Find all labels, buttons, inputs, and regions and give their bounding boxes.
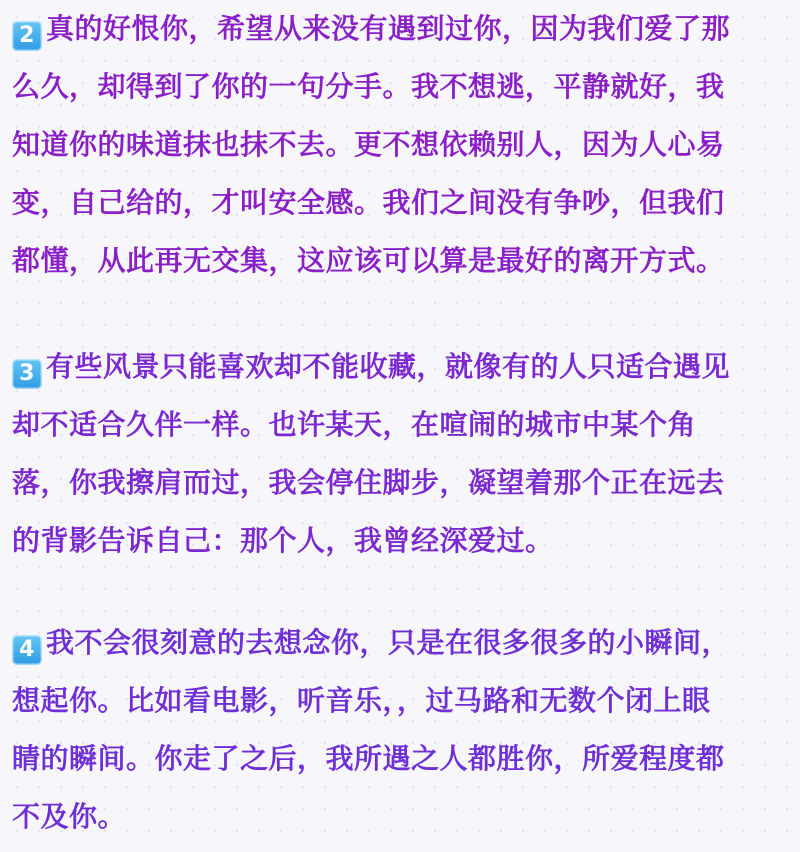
line-text: 么久，却得到了你的一句分手。我不想逃，平静就好，我: [12, 70, 725, 103]
line-text: 都懂，从此再无交集，这应该可以算是最好的离开方式。: [12, 244, 725, 277]
line-text: 我不会很刻意的去想念你，只是在很多很多的小瞬间，: [46, 626, 731, 659]
line-text: 想起你。比如看电影，听音乐，，过马路和无数个闭上眼: [12, 684, 711, 717]
line-text: 睛的瞬间。你走了之后，我所遇之人都胜你，所爱程度都: [12, 742, 725, 775]
paragraph-line: [12, 614, 792, 672]
paragraph-line: [12, 0, 792, 58]
line-text: 却不适合久伴一样。也许某天，在喧闹的城市中某个角: [12, 408, 697, 441]
line-text: 的背影告诉自己：那个人，我曾经深爱过。: [12, 524, 554, 557]
line-text: 变，自己给的，才叫安全感。我们之间没有争吵，但我们: [12, 186, 725, 219]
line-text: 落，你我擦肩而过，我会停住脚步，凝望着那个正在远去: [12, 466, 725, 499]
keycap-number-2-icon: 2: [12, 21, 42, 51]
keycap-number-3-icon: 3: [12, 359, 42, 389]
line-text: 有些风景只能喜欢却不能收藏，就像有的人只适合遇见: [46, 350, 731, 383]
keycap-number-4-icon: 4: [12, 635, 42, 665]
paragraph-line: [12, 338, 792, 396]
paragraph-3: [12, 338, 792, 570]
paragraph-4: [12, 614, 792, 846]
line-text: 知道你的味道抹也抹不去。更不想依赖别人，因为人心易: [12, 128, 725, 161]
line-text: 不及你。: [12, 800, 127, 833]
line-text: 真的好恨你，希望从来没有遇到过你，因为我们爱了那: [46, 12, 731, 45]
paragraph-2: [12, 0, 792, 290]
